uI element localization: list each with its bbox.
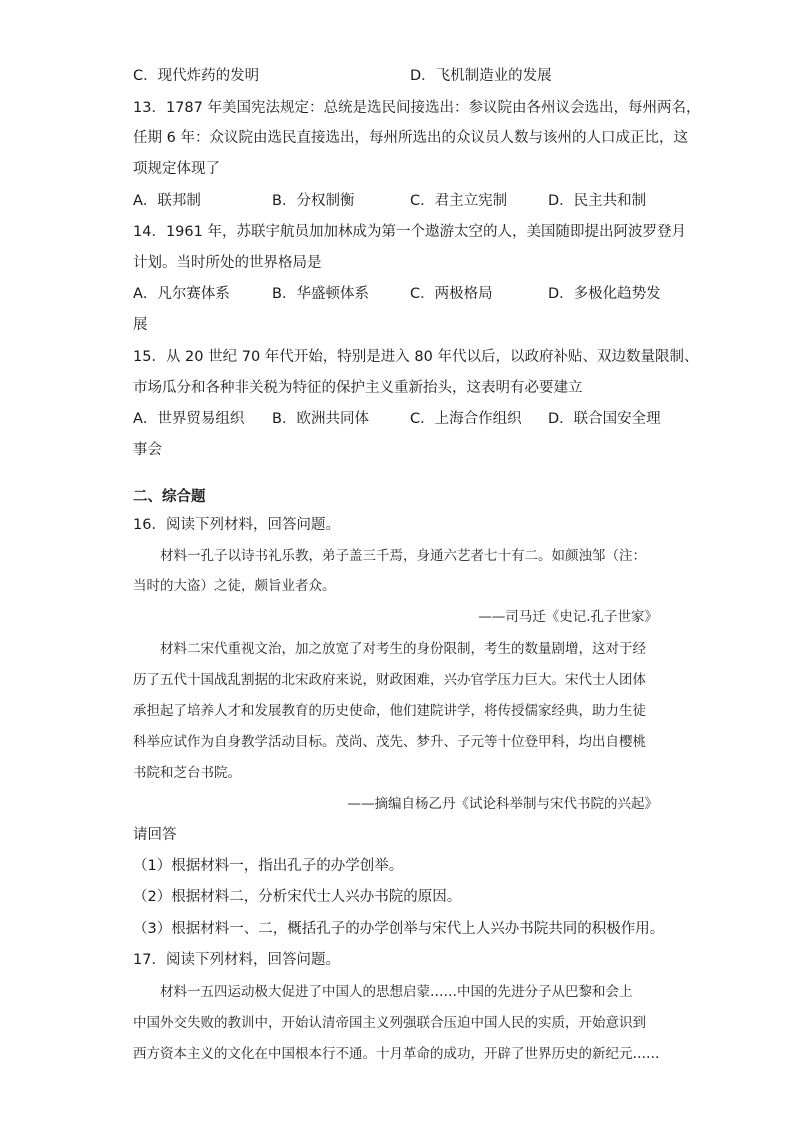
q12-options xyxy=(133,66,693,86)
q13-stem-line-1: 13．1787 年美国宪法规定：总统是选民间接选出：参议院由各州议会选出，每州两名， xyxy=(133,100,701,116)
q14-option-a: A．凡尔赛体系 xyxy=(133,286,230,302)
q15-stem-line-2: 市场瓜分和各种非关税为特征的保护主义重新抬头，这表明有必要建立 xyxy=(133,380,583,396)
q16-please-answer: 请回答 xyxy=(133,827,177,843)
section-heading: 二、综合题 xyxy=(133,489,206,505)
q13-option-b: B．分权制衡 xyxy=(272,193,355,209)
q14-option-b: B．华盛顿体系 xyxy=(272,286,369,302)
q17-material1-line-2: 中国外交失败的教训中，开始认清帝国主义列强联合压迫中国人民的实质，开始意识到 xyxy=(133,1015,646,1031)
q14-option-d: D．多极化趋势发 xyxy=(548,286,661,302)
q16-material2-line-3: 承担起了培养人才和发展教育的历史使命，他们建院讲学，将传授儒家经典，助力生徒 xyxy=(133,703,646,719)
q16-material2-line-4: 科举应试作为自身教学活动目标。茂尚、茂先、梦升、子元等十位登甲科，均出自樱桃 xyxy=(133,734,646,750)
q12-option-d: D．飞机制造业的发展 xyxy=(410,68,552,84)
q17-material1-line-1: 材料一五四运动极大促进了中国人的思想启蒙……中国的先进分子从巴黎和会上 xyxy=(160,984,633,1000)
q16-sub-question-3: （3）根据材料一、二，概括孔子的办学创举与宋代上人兴办书院共同的积极作用。 xyxy=(133,921,665,937)
q15-option-a: A．世界贸易组织 xyxy=(133,411,245,427)
q16-material2-line-2: 历了五代十国战乱割据的北宋政府来说，财政困难，兴办官学压力巨大。宋代士人团体 xyxy=(133,672,646,688)
q16-sub-question-2: （2）根据材料二，分析宋代士人兴办书院的原因。 xyxy=(133,889,462,905)
q16-source1: ——司马迁《史记.孔子世家》 xyxy=(478,609,658,625)
q13-stem-line-3: 项规定体现了 xyxy=(133,161,220,177)
q16-sub-question-1: （1）根据材料一，指出孔子的办学创举。 xyxy=(133,858,404,874)
q16-source2: ——摘编自杨乙丹《试论科举制与宋代书院的兴起》 xyxy=(347,796,658,812)
q13-option-a: A．联邦制 xyxy=(133,193,201,209)
q15-stem-line-1: 15．从 20 世纪 70 年代开始，特别是进入 80 年代以后，以政府补贴、双边数量限制、 xyxy=(133,349,699,365)
q16-material2-line-5: 书院和芝台书院。 xyxy=(133,765,241,781)
q13-option-c: C．君主立宪制 xyxy=(410,193,508,209)
q16-material1-line-2: 当时的大盗）之徒，颇旨业者众。 xyxy=(133,578,336,594)
q15-option-b: B．欧洲共同体 xyxy=(272,411,369,427)
q14-options xyxy=(133,284,693,304)
q15-options xyxy=(133,409,693,429)
q17-material1-line-3: 西方资本主义的文化在中国根本行不通。十月革命的成功，开辟了世界历史的新纪元…… xyxy=(133,1046,660,1062)
q14-stem-line-2: 计划。当时所处的世界格局是 xyxy=(133,255,322,271)
q16-material1-line-1: 材料一孔子以诗书礼乐教，弟子盖三千焉，身通六艺者七十有二。如颜浊邹（注： xyxy=(160,548,646,564)
q12-option-c: C．现代炸药的发明 xyxy=(133,68,260,84)
q13-stem-line-2: 任期 6 年：众议院由选民直接选出，每州所选出的众议员人数与该州的人口成正比，这 xyxy=(133,130,688,146)
q16-stem: 16．阅读下列材料，回答问题。 xyxy=(133,517,340,533)
q14-stem-line-1: 14．1961 年，苏联宇航员加加林成为第一个遨游太空的人，美国随即提出阿波罗登月 xyxy=(133,224,686,240)
q14-option-c: C．两极格局 xyxy=(410,286,493,302)
q14-option-d-wrap: 展 xyxy=(133,317,148,333)
q13-options xyxy=(133,191,693,211)
q15-option-c: C．上海合作组织 xyxy=(410,411,522,427)
q13-option-d: D．民主共和制 xyxy=(548,193,647,209)
q15-option-d: D．联合国安全理 xyxy=(548,411,661,427)
q17-stem: 17．阅读下列材料，回答问题。 xyxy=(133,952,340,968)
q15-option-d-wrap: 事会 xyxy=(133,442,162,458)
q16-material2-line-1: 材料二宋代重视文治，加之放宽了对考生的身份限制，考生的数量剧增，这对于经 xyxy=(160,641,646,657)
